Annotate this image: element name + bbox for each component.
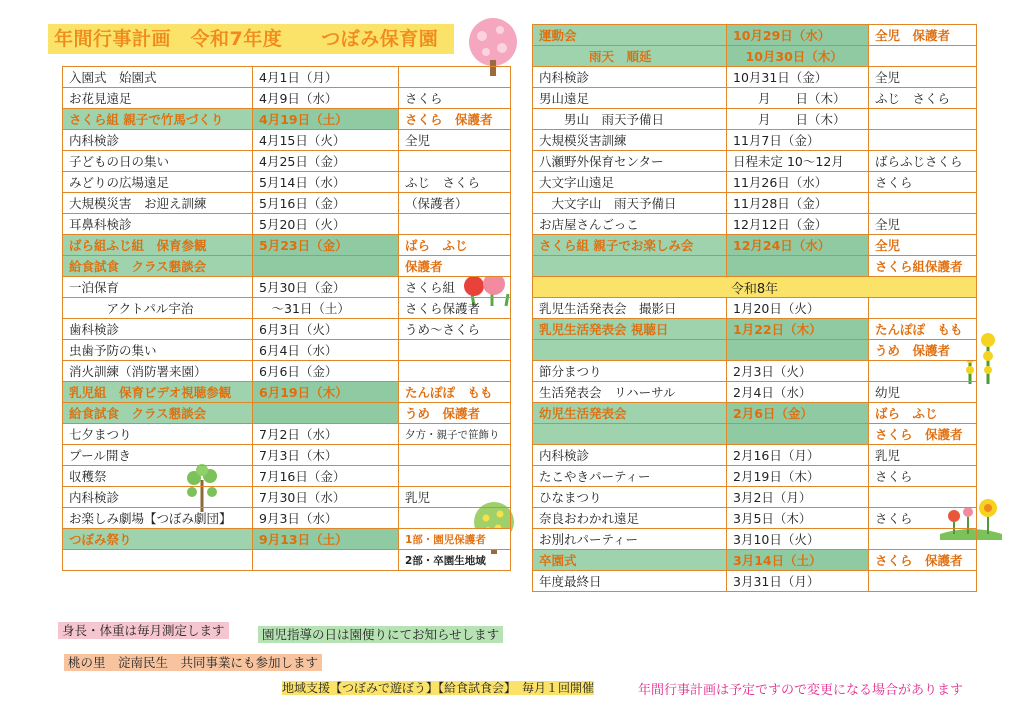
event-date: 3月10日（火） [727,529,869,550]
event-participants: うめ 保護者 [869,340,977,361]
event-date: 2月19日（木） [727,466,869,487]
event-name: さくら組 親子でお楽しみ会 [533,235,727,256]
event-date: 7月3日（木） [253,445,399,466]
event-participants [399,466,511,487]
event-date: 6月4日（水） [253,340,399,361]
event-date: 4月15日（火） [253,130,399,151]
schedule-row [63,88,511,109]
event-name: 大文字山 雨天予備日 [533,193,727,214]
event-participants [869,487,977,508]
event-name: 内科検診 [63,487,253,508]
schedule-row [533,403,977,424]
event-name: 大規模災害訓練 [533,130,727,151]
event-participants: 乳児 [399,487,511,508]
schedule-row [63,277,511,298]
schedule-row [533,319,977,340]
event-date: 10月29日（水） [727,25,869,46]
schedule-row [533,256,977,277]
schedule-row [63,130,511,151]
event-date: 12月24日（水） [727,235,869,256]
event-date: 4月25日（金） [253,151,399,172]
event-date: 3月5日（木） [727,508,869,529]
event-participants: ふじ さくら [399,172,511,193]
event-participants: さくら [869,172,977,193]
event-participants: さくら 保護者 [399,109,511,130]
event-participants: うめ～さくら [399,319,511,340]
event-date: 1月22日（木） [727,319,869,340]
event-participants: 保護者 [399,256,511,277]
schedule-row [533,487,977,508]
event-date: 1月20日（火） [727,298,869,319]
event-date: 9月13日（土） [253,529,399,550]
event-participants: さくら [869,508,977,529]
schedule-row [533,382,977,403]
event-name: お店屋さんごっこ [533,214,727,235]
schedule-row [63,487,511,508]
event-date: 月 日（木） [727,109,869,130]
schedule-row [533,25,977,46]
schedule-row [533,298,977,319]
event-participants: さくら 保護者 [869,550,977,571]
event-participants [399,445,511,466]
event-participants: 2部・卒園生地域 [399,550,511,571]
schedule-change-disclaimer: 年間行事計画は予定ですので変更になる場合があります [638,683,964,698]
event-participants: たんぽぽ もも [399,382,511,403]
event-participants: 幼児 [869,382,977,403]
event-participants [869,193,977,214]
event-name: たこやきパーティー [533,466,727,487]
schedule-row [63,193,511,214]
event-participants: うめ 保護者 [399,403,511,424]
event-participants [869,109,977,130]
schedule-row [63,361,511,382]
left-schedule-table [62,66,511,571]
schedule-row [63,172,511,193]
event-participants: 乳児 [869,445,977,466]
event-date: 3月31日（月） [727,571,869,592]
event-participants [399,67,511,88]
event-participants: さくら組 [399,277,511,298]
event-name: 収穫祭 [63,466,253,487]
event-name: 大規模災害 お迎え訓練 [63,193,253,214]
event-name [63,550,253,571]
event-name: 乳児生活発表会 視聴日 [533,319,727,340]
schedule-row [533,508,977,529]
event-date [253,256,399,277]
schedule-row [63,529,511,550]
schedule-row [533,46,977,67]
event-name: 内科検診 [533,445,727,466]
schedule-row [63,508,511,529]
event-name: 耳鼻科検診 [63,214,253,235]
event-date [253,403,399,424]
schedule-row [533,172,977,193]
event-name: みどりの広場遠足 [63,172,253,193]
event-name: 卒園式 [533,550,727,571]
event-participants: さくら [869,466,977,487]
schedule-row [63,109,511,130]
year-header: 令和8年 [533,277,977,298]
event-participants [869,46,977,67]
event-date [727,340,869,361]
schedule-row [63,424,511,445]
event-date: 7月2日（水） [253,424,399,445]
event-date: 4月1日（月） [253,67,399,88]
event-name: 給食試食 クラス懇談会 [63,403,253,424]
schedule-row [63,340,511,361]
event-date: 3月14日（土） [727,550,869,571]
event-participants: 全児 [399,130,511,151]
schedule-row [533,277,977,298]
event-name: 一泊保育 [63,277,253,298]
event-participants: 夕方・親子で笹飾り [399,424,511,445]
event-name: 男山遠足 [533,88,727,109]
event-name: 八瀬野外保育センター [533,151,727,172]
schedule-row [63,67,511,88]
schedule-row [533,130,977,151]
schedule-row [63,235,511,256]
schedule-row [63,445,511,466]
event-name: ばら組ふじ組 保育参観 [63,235,253,256]
event-date: ～31日（土） [253,298,399,319]
event-name: お楽しみ劇場【つぼみ劇団】 [63,508,253,529]
event-participants: ふじ さくら [869,88,977,109]
schedule-row [533,445,977,466]
schedule-row [533,424,977,445]
event-name: 運動会 [533,25,727,46]
event-participants: 全児 保護者 [869,25,977,46]
event-participants: さくら組保護者 [869,256,977,277]
schedule-row [533,550,977,571]
event-name [533,424,727,445]
schedule-row [63,214,511,235]
event-name: 乳児生活発表会 撮影日 [533,298,727,319]
event-name [533,256,727,277]
event-participants [869,571,977,592]
schedule-row [533,214,977,235]
event-name: 消火訓練（消防署来園） [63,361,253,382]
community-support-text: 地域支援【つぼみで遊ぼう】【給食試食会】 毎月１回開催 [282,681,595,695]
right-schedule-table [532,24,977,592]
event-participants [399,361,511,382]
event-date: 6月6日（金） [253,361,399,382]
schedule-row [63,298,511,319]
event-name: 内科検診 [63,130,253,151]
event-name: 幼児生活発表会 [533,403,727,424]
event-date: 3月2日（月） [727,487,869,508]
event-name: 年度最終日 [533,571,727,592]
event-date: 12月12日（金） [727,214,869,235]
community-support-note [278,680,598,697]
event-participants [399,214,511,235]
event-name: 七夕まつり [63,424,253,445]
event-participants: 全児 [869,214,977,235]
event-participants [869,298,977,319]
schedule-row [533,340,977,361]
event-date: 11月26日（水） [727,172,869,193]
event-date: 10月31日（金） [727,67,869,88]
schedule-row [533,109,977,130]
event-date: 日程未定 10～12月 [727,151,869,172]
event-date: 7月30日（水） [253,487,399,508]
event-participants: たんぽぽ もも [869,319,977,340]
event-name: 大文字山遠足 [533,172,727,193]
page-title: 年間行事計画 令和7年度 つぼみ保育園 [48,24,454,54]
event-date: 2月4日（水） [727,382,869,403]
event-name: 虫歯予防の集い [63,340,253,361]
event-participants: ばらふじさくら [869,151,977,172]
event-participants [869,361,977,382]
event-name: 雨天 順延 [533,46,727,67]
schedule-row [63,319,511,340]
event-date: 5月20日（火） [253,214,399,235]
event-date: 4月9日（水） [253,88,399,109]
event-participants: 全児 [869,67,977,88]
event-date: 2月6日（金） [727,403,869,424]
schedule-row [533,67,977,88]
event-participants: ばら ふじ [869,403,977,424]
schedule-row [63,256,511,277]
momo-village-note: 桃の里 淀南民生 共同事業にも参加します [64,654,322,671]
event-name [533,340,727,361]
event-date: 月 日（木） [727,88,869,109]
event-date: 5月30日（金） [253,277,399,298]
event-date: 2月3日（火） [727,361,869,382]
schedule-row [533,466,977,487]
event-date: 9月3日（水） [253,508,399,529]
event-name: アクトパル宇治 [63,298,253,319]
event-name: 男山 雨天予備日 [533,109,727,130]
event-name: 給食試食 クラス懇談会 [63,256,253,277]
event-date [727,256,869,277]
schedule-row [533,529,977,550]
event-date: 5月23日（金） [253,235,399,256]
schedule-row [63,382,511,403]
event-date: 4月19日（土） [253,109,399,130]
event-participants: さくら保護者 [399,298,511,319]
event-date: 6月3日（火） [253,319,399,340]
schedule-row [533,361,977,382]
schedule-row [533,235,977,256]
event-participants [869,529,977,550]
event-date: 11月7日（金） [727,130,869,151]
event-name: 子どもの日の集い [63,151,253,172]
measurement-note: 身長・体重は毎月測定します [58,622,229,639]
event-participants: 1部・園児保護者 [399,529,511,550]
event-name: お別れパーティー [533,529,727,550]
event-name: 内科検診 [533,67,727,88]
event-date [253,550,399,571]
event-date: 11月28日（金） [727,193,869,214]
schedule-row [533,193,977,214]
event-date: 7月16日（金） [253,466,399,487]
event-participants: ばら ふじ [399,235,511,256]
event-participants [399,151,511,172]
event-date: 5月14日（水） [253,172,399,193]
event-name: 生活発表会 リハーサル [533,382,727,403]
schedule-row [63,403,511,424]
event-name: 奈良おわかれ遠足 [533,508,727,529]
schedule-row [63,151,511,172]
event-participants: 全児 [869,235,977,256]
event-name: さくら組 親子で竹馬づくり [63,109,253,130]
event-participants: さくら 保護者 [869,424,977,445]
schedule-row [63,466,511,487]
schedule-row [533,571,977,592]
event-date: 5月16日（金） [253,193,399,214]
event-participants [399,340,511,361]
schedule-row [533,88,977,109]
event-name: 入園式 始園式 [63,67,253,88]
event-name: 乳児組 保育ビデオ視聴参観 [63,382,253,403]
event-name: 歯科検診 [63,319,253,340]
event-name: つぼみ祭り [63,529,253,550]
guidance-note: 園児指導の日は園便りにてお知らせします [258,626,503,643]
event-participants [399,508,511,529]
schedule-row [533,151,977,172]
event-name: お花見遠足 [63,88,253,109]
event-date: 10月30日（木） [727,46,869,67]
event-name: プール開き [63,445,253,466]
event-participants: （保護者） [399,193,511,214]
event-date [727,424,869,445]
event-name: 節分まつり [533,361,727,382]
event-date: 2月16日（月） [727,445,869,466]
event-participants [869,130,977,151]
event-date: 6月19日（木） [253,382,399,403]
event-participants: さくら [399,88,511,109]
schedule-row [63,550,511,571]
event-name: ひなまつり [533,487,727,508]
